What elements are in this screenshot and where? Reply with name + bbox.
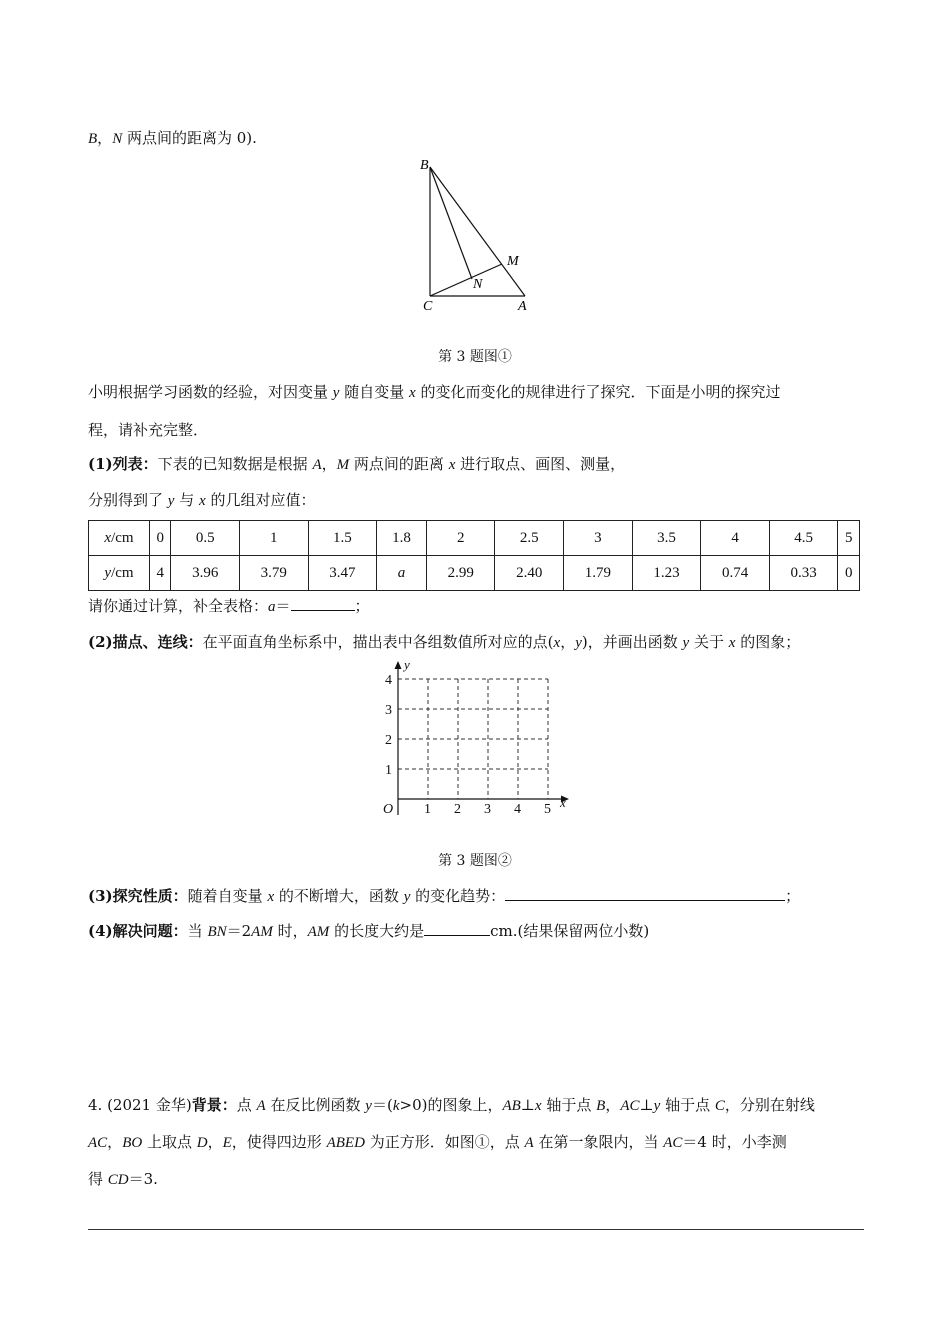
x-tick-label: 4 [514, 802, 521, 817]
x-tick-label: 3 [484, 802, 491, 817]
table-cell: 1.5 [308, 521, 377, 556]
table-cell: 4.5 [769, 521, 838, 556]
x-axis-label: x [560, 795, 566, 810]
y-tick-label: 2 [385, 733, 392, 748]
label-m: M [507, 254, 519, 269]
table-cell: 2.99 [426, 556, 495, 591]
question-3-line: (3)探究性质：随着自变量 x 的不断增大，函数 y 的变化趋势： ； [88, 887, 801, 905]
table-cell: 3.96 [171, 556, 240, 591]
point-label: B [88, 131, 98, 147]
table-header-x: x/cm [89, 521, 150, 556]
y-axis-label: y [404, 657, 410, 672]
y-tick-label: 3 [385, 703, 392, 718]
label-c: C [423, 299, 433, 314]
question-1-line-1: (1)列表：下表的已知数据是根据 A，M 两点间的距离 x 进行取点、画图、测量， [88, 455, 626, 473]
question-1-line-2: 分别得到了 y 与 x 的几组对应值： [88, 491, 316, 509]
table-cell: 4 [701, 521, 770, 556]
table-cell: 3 [564, 521, 633, 556]
origin-label: O [383, 802, 394, 817]
table-cell: 0 [150, 521, 171, 556]
segment-bn [430, 167, 472, 279]
label-b: B [420, 158, 429, 173]
x-tick-label: 5 [544, 802, 551, 817]
paragraph-line-1: 小明根据学习函数的经验，对因变量 y 随自变量 x 的变化而变化的规律进行了探究．下面是小明的探究过 [88, 383, 781, 401]
y-tick-label: 4 [385, 673, 392, 688]
text-line-1: B，N 两点间的距离为 0). [88, 129, 257, 147]
table-cell: 0.33 [769, 556, 838, 591]
problem-4-line-3: 得 CD＝3. [88, 1170, 158, 1188]
data-table [88, 520, 860, 591]
footer-rule [88, 1229, 864, 1230]
label-a: A [518, 299, 527, 314]
answer-blank-am[interactable] [424, 921, 490, 936]
fill-in-line: 请你通过计算，补全表格：a＝ ； [88, 597, 370, 615]
figure-1-caption: 第 3 题图① [438, 349, 512, 365]
table-cell: 0.74 [701, 556, 770, 591]
x-tick-label: 1 [424, 802, 431, 817]
table-cell: 0 [838, 556, 860, 591]
table-cell: 3.79 [239, 556, 308, 591]
table-row-y [89, 556, 860, 591]
y-axis-arrow [395, 661, 402, 669]
figure-2-caption: 第 3 题图② [438, 853, 512, 869]
table-row-x [89, 521, 860, 556]
table-cell: 2.40 [495, 556, 564, 591]
table-cell: 1.23 [632, 556, 701, 591]
y-tick-label: 1 [385, 763, 392, 778]
table-header-y: y/cm [89, 556, 150, 591]
table-cell: 0.5 [171, 521, 240, 556]
answer-blank-a[interactable] [291, 596, 355, 611]
x-tick-label: 2 [454, 802, 461, 817]
table-cell: 5 [838, 521, 860, 556]
triangle-figure [410, 155, 545, 315]
question-2-line: (2)描点、连线：在平面直角坐标系中，描出表中各组数值所对应的点(x，y)，并画出函数 y 关于 x 的图象； [88, 633, 801, 651]
table-cell: 4 [150, 556, 171, 591]
table-cell: 2 [426, 521, 495, 556]
problem-4-line-1: 4. (2021 金华)背景：点 A 在反比例函数 y＝(k>0)的图象上，AB⊥x 轴于点 B，AC⊥y 轴于点 C，分别在射线 [88, 1096, 815, 1114]
table-cell: 1.79 [564, 556, 633, 591]
table-cell: 3.47 [308, 556, 377, 591]
answer-blank-trend[interactable] [505, 886, 785, 901]
problem-4-line-2: AC，BO 上取点 D，E，使得四边形 ABED 为正方形．如图①，点 A 在第一象限内，当 AC＝4 时，小李测 [88, 1133, 787, 1151]
table-cell-unknown: a [377, 556, 427, 591]
coordinate-grid-figure [370, 655, 580, 820]
table-cell: 1 [239, 521, 308, 556]
table-cell: 1.8 [377, 521, 427, 556]
label-n: N [473, 277, 483, 292]
table-cell: 3.5 [632, 521, 701, 556]
segment-cm [430, 264, 502, 296]
point-label: N [112, 131, 123, 147]
question-4-line: (4)解决问题：当 BN＝2AM 时，AM 的长度大约是 cm.(结果保留两位小数) [88, 922, 650, 940]
table-cell: 2.5 [495, 521, 564, 556]
paragraph-line-2: 程，请补充完整． [88, 421, 209, 439]
